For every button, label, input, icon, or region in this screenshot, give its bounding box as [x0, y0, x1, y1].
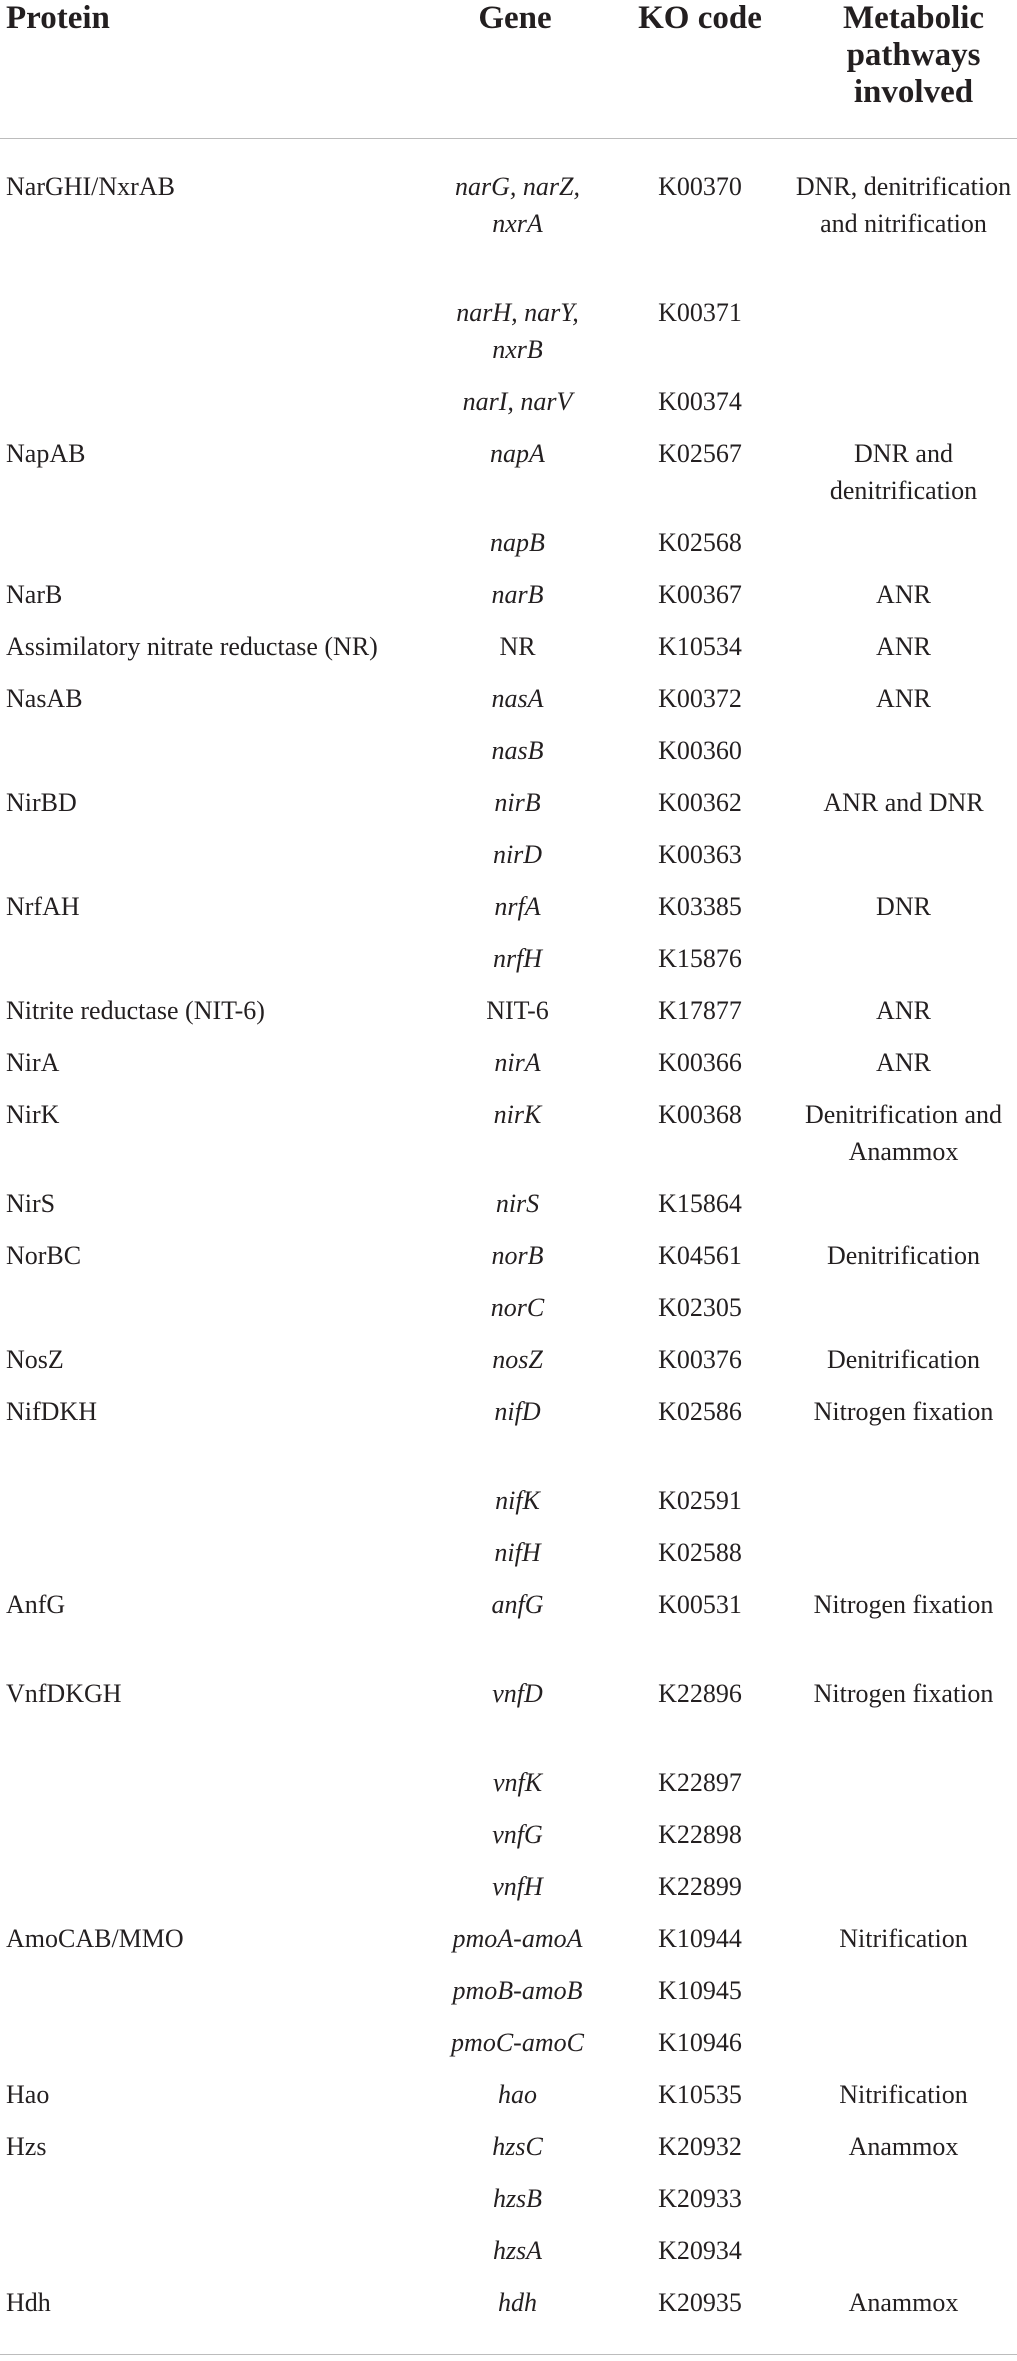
pathway-cell: Nitrogen fixation [813, 1679, 994, 1708]
pathway-cell: Nitrification [839, 2080, 968, 2109]
gene-cell: pmoB-amoB [452, 1976, 583, 2005]
gene-cell: nosZ [492, 1345, 543, 1374]
ko-code-cell: K00370 [658, 172, 742, 201]
ko-code-cell: K04561 [658, 1241, 742, 1270]
gene-cell: nirD [492, 840, 543, 869]
ko-code-cell: K20935 [658, 2288, 742, 2317]
ko-code-cell: K00374 [658, 387, 742, 416]
protein-cell: AnfG [6, 1590, 66, 1619]
pathway-cell: ANR [876, 580, 931, 609]
protein-cell: Hzs [6, 2132, 47, 2161]
gene-cell: narG, narZ, nxrA [455, 172, 580, 238]
header-ko-code: KO code [638, 0, 762, 36]
ko-code-cell: K00531 [658, 1590, 742, 1619]
ko-code-cell: K22897 [658, 1768, 742, 1797]
gene-cell: nifH [494, 1538, 541, 1567]
ko-code-cell: K15864 [658, 1189, 742, 1218]
protein-cell: NarGHI/NxrAB [6, 172, 175, 201]
protein-cell: AmoCAB/MMO [6, 1924, 184, 1953]
gene-cell: norC [490, 1293, 545, 1322]
ko-code-cell: K10534 [658, 632, 742, 661]
ko-code-cell: K02568 [658, 528, 742, 557]
gene-cell: norB [491, 1241, 544, 1270]
protein-cell: NasAB [6, 684, 83, 713]
ko-code-cell: K10535 [658, 2080, 742, 2109]
gene-cell: nirA [494, 1048, 541, 1077]
ko-code-cell: K22899 [658, 1872, 742, 1901]
gene-cell: hzsB [492, 2184, 543, 2213]
protein-cell: NrfAH [6, 892, 80, 921]
pathway-cell: DNR, denitrification and nitrification [795, 172, 1012, 238]
gene-cell: vnfD [492, 1679, 543, 1708]
protein-cell: NorBC [6, 1241, 82, 1270]
gene-cell: NIT-6 [486, 996, 549, 1025]
gene-cell: hdh [498, 2288, 537, 2317]
gene-cell: vnfG [492, 1820, 543, 1849]
protein-cell: NirA [6, 1048, 60, 1077]
pathway-cell: DNR [876, 892, 931, 921]
header-metabolic-pathways: Metabolic pathways involved [842, 0, 985, 110]
gene-cell: hzsA [492, 2236, 543, 2265]
ko-code-cell: K00360 [658, 736, 742, 765]
gene-cell: narB [491, 580, 544, 609]
ko-code-cell: K00371 [658, 298, 742, 327]
gene-cell: hao [498, 2080, 537, 2109]
ko-code-cell: K00366 [658, 1048, 742, 1077]
pathway-cell: Nitrification [839, 1924, 968, 1953]
gene-cell: NR [499, 632, 536, 661]
protein-cell: Hao [6, 2080, 50, 2109]
ko-code-cell: K00363 [658, 840, 742, 869]
protein-cell: NirBD [6, 788, 77, 817]
ko-code-cell: K02586 [658, 1397, 742, 1426]
pathway-cell: Anammox [848, 2288, 959, 2317]
gene-cell: nrfH [492, 944, 543, 973]
gene-cell: hzsC [492, 2132, 543, 2161]
ko-code-cell: K15876 [658, 944, 742, 973]
ko-code-cell: K22898 [658, 1820, 742, 1849]
ko-code-cell: K00367 [658, 580, 742, 609]
protein-cell: NifDKH [6, 1397, 97, 1426]
pathway-cell: ANR [876, 684, 931, 713]
gene-cell: nifD [494, 1397, 541, 1426]
gene-cell: nirK [493, 1100, 542, 1129]
pathway-cell: DNR and denitrification [829, 439, 978, 505]
protein-cell: NapAB [6, 439, 86, 468]
gene-cell: anfG [491, 1590, 544, 1619]
gene-cell: napB [490, 528, 545, 557]
protein-cell: NirK [6, 1100, 60, 1129]
bottom-rule [0, 2354, 1017, 2355]
pathway-cell: Nitrogen fixation [813, 1397, 994, 1426]
ko-code-cell: K17877 [658, 996, 742, 1025]
pathway-cell: ANR [876, 1048, 931, 1077]
header-rule [0, 138, 1017, 139]
pathway-cell: ANR [876, 996, 931, 1025]
protein-cell: Assimilatory nitrate reductase (NR) [6, 632, 378, 661]
protein-cell: Hdh [6, 2288, 51, 2317]
gene-cell: nirS [495, 1189, 540, 1218]
gene-cell: vnfH [492, 1872, 543, 1901]
gene-cell: narH, narY, nxrB [456, 298, 579, 364]
ko-code-cell: K02567 [658, 439, 742, 468]
pathway-cell: Denitrification and Anammox [804, 1100, 1003, 1166]
ko-code-cell: K20934 [658, 2236, 742, 2265]
ko-code-cell: K03385 [658, 892, 742, 921]
gene-cell: pmoC-amoC [451, 2028, 584, 2057]
gene-cell: nasB [491, 736, 544, 765]
pathway-cell: Denitrification [826, 1345, 981, 1374]
gene-cell: narI, narV [462, 387, 573, 416]
gene-cell: nifK [495, 1486, 540, 1515]
ko-code-cell: K02591 [658, 1486, 742, 1515]
pathway-cell: ANR and DNR [823, 788, 984, 817]
ko-code-cell: K10944 [658, 1924, 742, 1953]
gene-cell: pmoA-amoA [452, 1924, 583, 1953]
protein-cell: NirS [6, 1189, 56, 1218]
protein-cell: NosZ [6, 1345, 64, 1374]
pathway-cell: Nitrogen fixation [813, 1590, 994, 1619]
protein-cell: Nitrite reductase (NIT-6) [6, 996, 265, 1025]
gene-cell: napA [490, 439, 545, 468]
ko-code-cell: K00376 [658, 1345, 742, 1374]
pathway-cell: ANR [876, 632, 931, 661]
header-protein: Protein [6, 0, 110, 36]
pathway-cell: Anammox [848, 2132, 959, 2161]
ko-code-cell: K02305 [658, 1293, 742, 1322]
protein-cell: VnfDKGH [6, 1679, 122, 1708]
ko-code-cell: K20933 [658, 2184, 742, 2213]
gene-cell: nasA [491, 684, 544, 713]
protein-cell: NarB [6, 580, 63, 609]
ko-code-cell: K00362 [658, 788, 742, 817]
ko-code-cell: K02588 [658, 1538, 742, 1567]
gene-cell: nrfA [494, 892, 541, 921]
ko-code-cell: K00372 [658, 684, 742, 713]
ko-code-cell: K22896 [658, 1679, 742, 1708]
gene-cell: nirB [494, 788, 541, 817]
ko-code-cell: K10945 [658, 1976, 742, 2005]
ko-code-cell: K00368 [658, 1100, 742, 1129]
gene-cell: vnfK [492, 1768, 543, 1797]
ko-code-cell: K10946 [658, 2028, 742, 2057]
ko-code-cell: K20932 [658, 2132, 742, 2161]
header-gene: Gene [478, 0, 552, 36]
pathway-cell: Denitrification [826, 1241, 981, 1270]
